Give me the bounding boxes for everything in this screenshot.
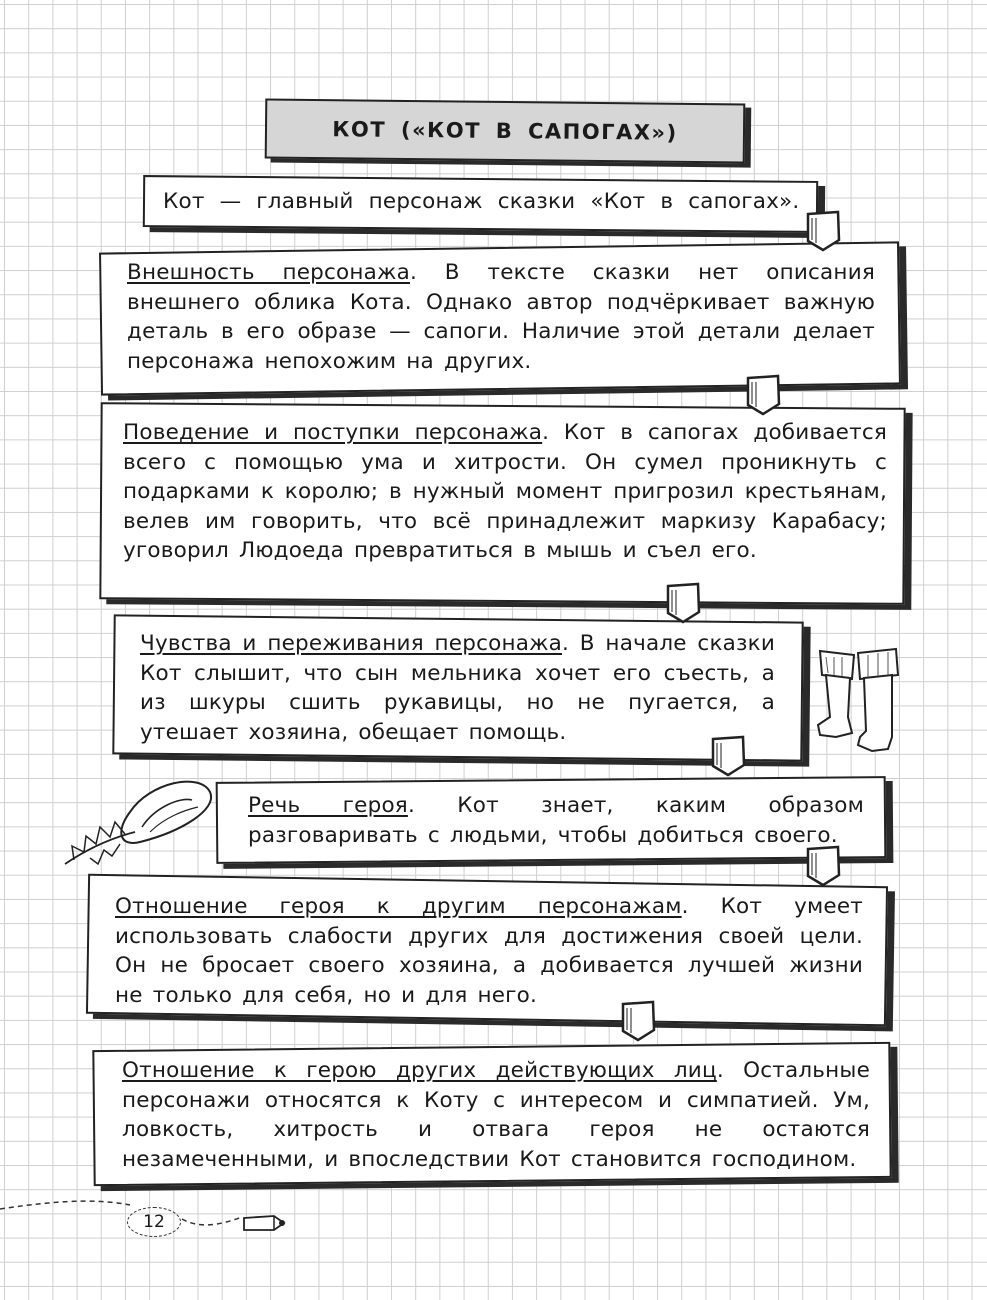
feathered-hat-icon xyxy=(60,772,220,872)
ribbon-icon xyxy=(665,582,701,624)
section-body-behavior: . Кот в сапогах добивается всего с помощью ума и хитрости. Он сумел проникнуть с подарками к королю; в нужный момент пригрозил крестьянам, велев им говорить, что всё принадлежит маркизу Карабасу; уговорил Людоеда превратиться в мышь и съел его. xyxy=(123,420,887,563)
section-text-feelings xyxy=(140,629,775,747)
section-heading-appearance: Внешность персонажа xyxy=(127,260,410,285)
section-body-speech: . Кот знает, каким образом разговаривать с людьми, чтобы добиться своего. xyxy=(248,793,864,848)
section-heading-attitude: Отношение героя к другим персонажам xyxy=(115,894,682,919)
section-body-others-attitude: . Остальные персонажи относятся к Коту с интересом и симпатией. Ум, ловкость, хитрость и отвага героя не остаются незамеченными, и впоследствии Кот становится господином. xyxy=(122,1058,871,1172)
title-box xyxy=(265,98,746,163)
ribbon-icon xyxy=(805,845,841,887)
section-text-speech xyxy=(248,791,864,850)
section-heading-speech: Речь героя xyxy=(248,793,408,818)
ribbon-icon xyxy=(710,735,746,777)
ribbon-icon xyxy=(805,210,841,252)
section-heading-behavior: Поведение и поступки персонажа xyxy=(123,420,543,445)
section-text-others-attitude xyxy=(122,1056,870,1174)
section-body-attitude: . Кот умеет использовать слабости других для достижения своей цели. Он не бросает своего хозяина, а добивается лучшей жизни не только для себя, но и для него. xyxy=(115,894,863,1008)
ribbon-icon xyxy=(745,374,781,416)
page-number: 12 xyxy=(127,1207,181,1237)
section-text-behavior xyxy=(123,418,887,566)
section-heading-feelings: Чувства и переживания персонажа xyxy=(140,631,563,656)
boots-icon xyxy=(812,645,902,755)
intro-text: Кот — главный персонаж сказки «Кот в сапогах». xyxy=(163,189,800,214)
page-title: КОТ («КОТ В САПОГАХ») xyxy=(332,117,678,145)
section-heading-others-attitude: Отношение к герою других действующих лиц xyxy=(122,1058,717,1083)
section-body-feelings: . В начале сказки Кот слышит, что сын мельника хочет его съесть, а из шкуры сшить рукавицы, но не пугается, а утешает хозяина, обещает помощь. xyxy=(140,631,775,745)
pencil-icon xyxy=(240,1210,290,1236)
section-body-appearance: . В тексте сказки нет описания внешнего облика Кота. Однако автор подчёркивает важную деталь в его образе — сапоги. Наличие этой детали делает персонажа непохожим на других. xyxy=(127,260,875,374)
ribbon-icon xyxy=(620,1000,656,1042)
section-text-attitude xyxy=(115,892,863,1010)
section-text-appearance xyxy=(127,258,875,376)
